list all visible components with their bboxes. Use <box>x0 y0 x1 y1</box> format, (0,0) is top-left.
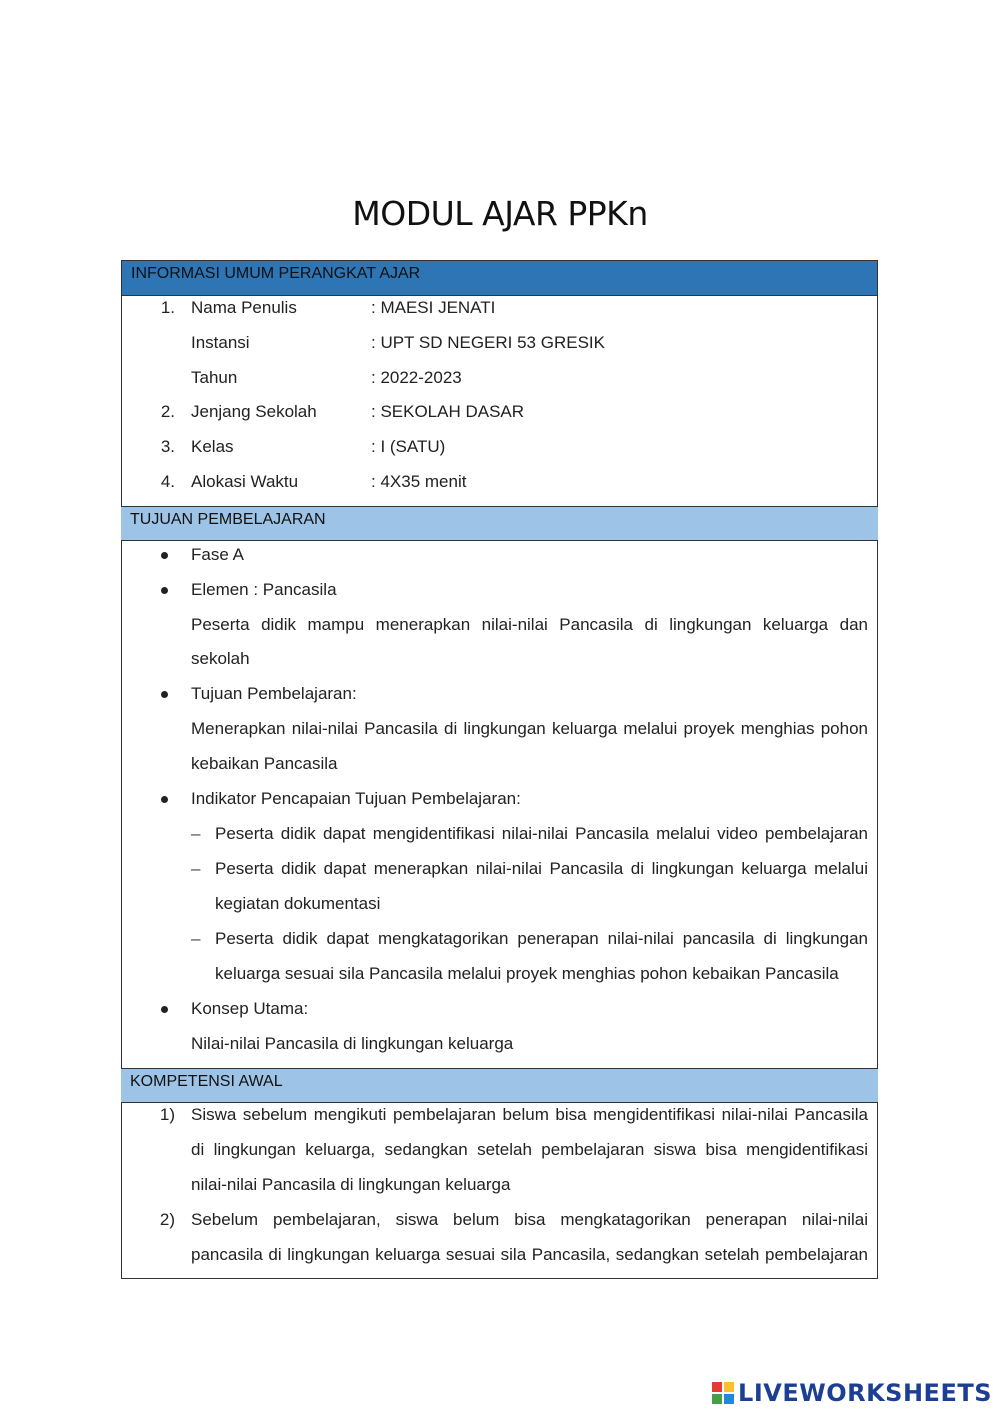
page-title: MODUL AJAR PPKn <box>352 194 648 233</box>
section-header-tujuan: TUJUAN PEMBELAJARAN <box>121 506 878 541</box>
row-label: Jenjang Sekolah <box>191 402 317 421</box>
elemen-description-cont: sekolah <box>191 649 250 668</box>
elemen-description: Peserta didik mampu menerapkan nilai-nilai Pancasila di lingkungan keluarga dan <box>191 615 868 634</box>
kompetensi-item-cont: pancasila di lingkungan keluarga sesuai sila Pancasila, sedangkan setelah pembelajaran <box>191 1245 868 1264</box>
elemen-text: Elemen : Pancasila <box>191 580 337 599</box>
fase-text: Fase A <box>191 545 244 564</box>
section-header-kompetensi: KOMPETENSI AWAL <box>121 1068 878 1103</box>
indikator-item: Peserta didik dapat mengidentifikasi nilai-nilai Pancasila melalui video pembelajaran <box>215 824 868 843</box>
row-value: : MAESI JENATI <box>371 298 496 317</box>
bullet-icon <box>161 1006 168 1013</box>
bullet-icon <box>161 552 168 559</box>
row-value: : I (SATU) <box>371 437 446 456</box>
row-value: : 4X35 menit <box>371 472 467 491</box>
logo-text: LIVEWORKSHEETS <box>738 1379 992 1407</box>
row-value: : 2022-2023 <box>371 368 462 387</box>
row-number: 4. <box>160 472 175 491</box>
row-value: : SEKOLAH DASAR <box>371 402 525 421</box>
bullet-icon <box>161 587 168 594</box>
dash-icon: – <box>191 929 201 948</box>
section-header-informasi: INFORMASI UMUM PERANGKAT AJAR <box>122 261 877 296</box>
row-number: 3. <box>160 437 175 456</box>
row-label: Tahun <box>191 368 238 387</box>
indikator-item-cont: keluarga sesuai sila Pancasila melalui proyek menghias pohon kebaikan Pancasila <box>215 964 839 983</box>
tujuan-description-cont: kebaikan Pancasila <box>191 754 338 773</box>
bullet-icon <box>161 691 168 698</box>
item-number: 1) <box>159 1105 175 1124</box>
konsep-description: Nilai-nilai Pancasila di lingkungan keluarga <box>191 1034 514 1053</box>
bullet-icon <box>161 796 168 803</box>
tujuan-description: Menerapkan nilai-nilai Pancasila di lingkungan keluarga melalui proyek menghias pohon <box>191 719 868 738</box>
dash-icon: – <box>191 824 201 843</box>
tujuan-label: Tujuan Pembelajaran: <box>191 684 357 703</box>
kompetensi-item: Siswa sebelum mengikuti pembelajaran belum bisa mengidentifikasi nilai-nilai Pancasila <box>191 1105 868 1124</box>
kompetensi-item-cont: nilai-nilai Pancasila di lingkungan keluarga <box>191 1175 511 1194</box>
dash-icon: – <box>191 859 201 878</box>
row-label: Alokasi Waktu <box>191 472 299 491</box>
row-value: : UPT SD NEGERI 53 GRESIK <box>371 333 605 352</box>
item-number: 2) <box>159 1210 175 1229</box>
row-label: Kelas <box>191 437 234 456</box>
indikator-item-cont: kegiatan dokumentasi <box>215 894 381 913</box>
liveworksheets-logo <box>712 1378 992 1408</box>
row-number: 2. <box>160 402 175 421</box>
row-label: Nama Penulis <box>191 298 297 317</box>
logo-mark-icon <box>712 1382 734 1404</box>
kompetensi-item-cont: di lingkungan keluarga, sedangkan setelah pembelajaran siswa bisa mengidentifikasi <box>191 1140 868 1159</box>
row-number: 1. <box>160 298 175 317</box>
row-label: Instansi <box>191 333 250 352</box>
indikator-label: Indikator Pencapaian Tujuan Pembelajaran: <box>191 789 521 808</box>
konsep-label: Konsep Utama: <box>191 999 309 1018</box>
indikator-item: Peserta didik dapat mengkatagorikan penerapan nilai-nilai pancasila di lingkungan <box>215 929 868 948</box>
kompetensi-item: Sebelum pembelajaran, siswa belum bisa mengkatagorikan penerapan nilai-nilai <box>191 1210 868 1229</box>
indikator-item: Peserta didik dapat menerapkan nilai-nilai Pancasila di lingkungan keluarga melalui <box>215 859 868 878</box>
